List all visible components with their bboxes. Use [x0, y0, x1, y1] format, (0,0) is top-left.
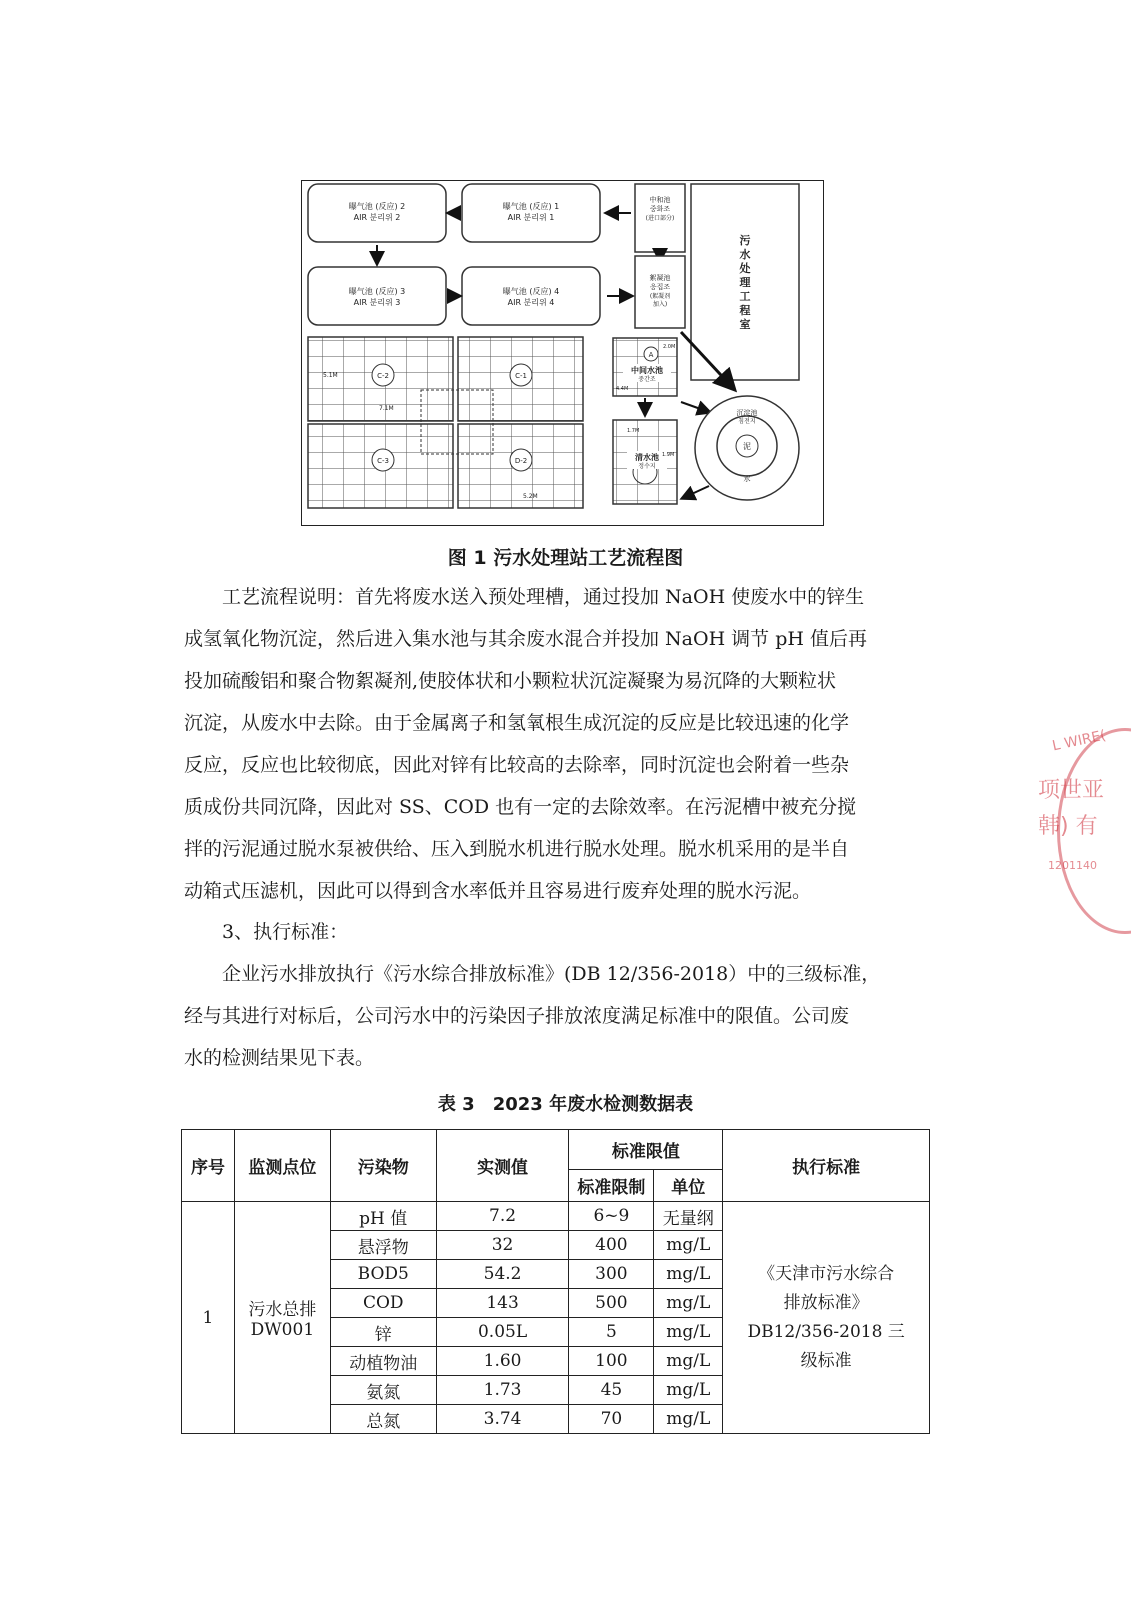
aeration-tank-1 — [462, 184, 600, 242]
cell-measured: 1.73 — [436, 1376, 569, 1405]
cell-unit: mg/L — [654, 1231, 723, 1260]
cell-measured: 7.2 — [436, 1202, 569, 1231]
aeration-4-label: 曝气池 (反应) 4 — [502, 287, 560, 296]
table-title-text: 2023 年废水检测数据表 — [492, 1094, 694, 1115]
section-heading — [184, 911, 944, 953]
middle-tank-marker: A — [648, 351, 654, 359]
middle-tank-sub: 중간조 — [638, 376, 656, 383]
aeration-3-label: 曝气池 (反应) 3 — [348, 287, 406, 296]
control-room — [691, 184, 799, 380]
cell-measured: 3.74 — [436, 1405, 569, 1434]
control-room-char-3: 处 — [739, 262, 751, 275]
clear-tank-sub: 정수지 — [638, 463, 656, 470]
middle-tank-label: 中间水池 — [631, 366, 663, 375]
seal-text-1: L WIRE( — [1050, 727, 1108, 755]
cell-limit: 45 — [569, 1376, 654, 1405]
seal-text-2: 项世亚 — [1038, 778, 1105, 803]
floc-tank-sub: 응집조 — [649, 283, 671, 291]
control-room-char-7: 室 — [739, 318, 751, 331]
neutral-tank — [635, 184, 685, 252]
p1-line-8: 动箱式压滤机，因此可以得到含水率低并且容易进行废弃处理的脱水污泥。 — [184, 880, 812, 902]
settling-water: 水 — [743, 475, 751, 483]
cell-unit: 无量纲 — [654, 1202, 723, 1231]
aeration-tank-2 — [308, 184, 446, 242]
header-point: 监测点位 — [234, 1130, 330, 1202]
cell-unit: mg/L — [654, 1289, 723, 1318]
control-room-char-2: 水 — [739, 248, 751, 261]
seal-text-3: 韩) 有 — [1038, 814, 1098, 839]
p1-line-6: 质成份共同沉降，因此对 SS、COD 也有一定的去除效率。在污泥槽中被充分搅 — [184, 796, 857, 818]
settling-label: 沉淀池 — [736, 409, 758, 417]
cell-limit: 100 — [569, 1347, 654, 1376]
middle-tank-dim-w: 2.0M — [663, 344, 676, 350]
cell-pollutant: 悬浮物 — [330, 1231, 436, 1260]
standard-line-1: 《天津市污水综合 — [758, 1263, 895, 1284]
settling-tank — [695, 396, 799, 500]
cell-limit: 300 — [569, 1260, 654, 1289]
dim-a: 5.1M — [323, 372, 338, 379]
dim-c: 5.2M — [523, 493, 538, 500]
floc-tank — [635, 256, 685, 328]
p1-line-3: 投加硫酸铝和聚合物絮凝剂,使胶体状和小颗粒状沉淀凝聚为易沉降的大颗粒状 — [184, 670, 837, 692]
aeration-1-sub: AIR 분리위 1 — [507, 213, 555, 222]
standard-line-2: 排放标准》 — [783, 1292, 869, 1313]
cell-unit: mg/L — [654, 1260, 723, 1289]
grid-tank-c3 — [308, 424, 453, 508]
cell-limit: 6~9 — [569, 1202, 654, 1231]
grid-label-c3: C-3 — [377, 457, 389, 465]
aeration-4-sub: AIR 분리위 4 — [507, 298, 555, 307]
cell-measured: 0.05L — [436, 1318, 569, 1347]
header-pollutant: 污染物 — [330, 1130, 436, 1202]
cell-unit: mg/L — [654, 1405, 723, 1434]
grid-tank-d2 — [458, 424, 583, 508]
clear-tank-dim-w: 1.7M — [627, 428, 640, 434]
grid-label-c2: C-2 — [377, 372, 389, 380]
point-line-2: DW001 — [250, 1320, 315, 1340]
clear-tank-label: 清水池 — [635, 453, 659, 462]
dim-b: 7.1M — [379, 405, 394, 412]
floc-tank-note-1: (絮凝剂 — [649, 293, 671, 300]
table-title — [0, 1090, 1131, 1116]
cell-standard — [723, 1202, 930, 1434]
cell-measured: 143 — [436, 1289, 569, 1318]
floc-tank-label: 絮凝池 — [649, 274, 671, 282]
header-seq: 序号 — [182, 1130, 235, 1202]
cell-limit: 500 — [569, 1289, 654, 1318]
control-room-char-5: 工 — [739, 290, 751, 303]
clear-tank-dim-h: 1.9M — [662, 452, 675, 458]
header-unit: 单位 — [654, 1170, 723, 1202]
p2-line-1: 企业污水排放执行《污水综合排放标准》(DB 12/356-2018）中的三级标准， — [222, 963, 881, 985]
cell-seq: 1 — [182, 1202, 235, 1434]
aeration-tank-3 — [308, 267, 446, 325]
header-measured: 实测值 — [436, 1130, 569, 1202]
header-limit: 标准限制 — [569, 1170, 654, 1202]
control-room-char-6: 程 — [739, 304, 751, 317]
cell-pollutant: 氨氮 — [330, 1376, 436, 1405]
process-description — [184, 576, 944, 912]
floc-tank-note-2: 加入) — [652, 301, 668, 308]
figure-caption: 图 1 污水处理站工艺流程图 — [447, 547, 684, 569]
cell-point — [234, 1202, 330, 1434]
standard-line-3: DB12/356-2018 三 — [747, 1321, 905, 1342]
cell-pollutant: 动植物油 — [330, 1347, 436, 1376]
cell-measured: 32 — [436, 1231, 569, 1260]
aeration-1-label: 曝气池 (反应) 1 — [502, 202, 560, 211]
clear-water-tank — [613, 420, 677, 504]
aeration-2-label: 曝气池 (反应) 2 — [348, 202, 406, 211]
control-room-char-4: 理 — [739, 276, 751, 289]
p1-line-7: 拌的污泥通过脱水泵被供给、压入到脱水机进行脱水处理。脱水机采用的是半自 — [184, 838, 850, 860]
p1-line-1: 工艺流程说明：首先将废水送入预处理槽，通过投加 NaOH 使废水中的锌生 — [222, 586, 865, 608]
cell-unit: mg/L — [654, 1376, 723, 1405]
p2-line-2: 经与其进行对标后，公司污水中的污染因子排放浓度满足标准中的限值。公司废 — [184, 1005, 850, 1027]
cell-measured: 54.2 — [436, 1260, 569, 1289]
standard-line-4: 级标准 — [800, 1350, 852, 1371]
aeration-2-sub: AIR 분리위 2 — [353, 213, 401, 222]
middle-tank-dim-h: 4.4M — [616, 386, 629, 392]
p1-line-5: 反应，反应也比较彻底，因此对锌有比较高的去除率，同时沉淀也会附着一些杂 — [184, 754, 850, 776]
cell-unit: mg/L — [654, 1347, 723, 1376]
cell-pollutant: BOD5 — [330, 1260, 436, 1289]
aeration-tank-4 — [462, 267, 600, 325]
table-number: 表 3 — [437, 1094, 475, 1115]
point-line-1: 污水总排 — [248, 1300, 317, 1320]
middle-tank — [613, 338, 677, 396]
control-room-char-1: 污 — [739, 234, 751, 247]
settling-core: 泥 — [743, 442, 751, 451]
settling-sub: 침전지 — [738, 418, 756, 425]
section-3-heading: 3、执行标准： — [222, 921, 349, 943]
neutral-tank-label: 中和池 — [649, 196, 671, 204]
company-seal — [1038, 727, 1131, 934]
cell-limit: 400 — [569, 1231, 654, 1260]
cell-pollutant: 锌 — [330, 1318, 436, 1347]
cell-unit: mg/L — [654, 1318, 723, 1347]
neutral-tank-note: (进口部分) — [645, 215, 675, 222]
grid-tank-c1 — [458, 337, 583, 421]
grid-label-d2: D-2 — [514, 457, 528, 465]
header-standard: 执行标准 — [723, 1130, 930, 1202]
cell-pollutant: pH 值 — [330, 1202, 436, 1231]
cell-measured: 1.60 — [436, 1347, 569, 1376]
header-limit-group: 标准限值 — [569, 1130, 723, 1170]
p1-line-2: 成氢氧化物沉淀，然后进入集水池与其余废水混合并投加 NaOH 调节 pH 值后再 — [184, 628, 867, 650]
cell-limit: 5 — [569, 1318, 654, 1347]
grid-tank-c2 — [308, 337, 453, 421]
aeration-3-sub: AIR 분리위 3 — [353, 298, 401, 307]
wastewater-data-table — [181, 1129, 930, 1434]
neutral-tank-sub: 중화조 — [649, 205, 671, 213]
p1-line-4: 沉淀，从废水中去除。由于金属离子和氢氧根生成沉淀的反应是比较迅速的化学 — [184, 712, 850, 734]
standard-paragraph — [184, 953, 944, 1079]
table-row — [182, 1202, 930, 1231]
process-flow-diagram — [301, 180, 824, 526]
cell-limit: 70 — [569, 1405, 654, 1434]
grid-label-c1: C-1 — [515, 372, 527, 380]
p2-line-3: 水的检测结果见下表。 — [184, 1047, 375, 1069]
cell-pollutant: COD — [330, 1289, 436, 1318]
seal-text-4: 1201140 — [1048, 859, 1097, 872]
cell-pollutant: 总氮 — [330, 1405, 436, 1434]
